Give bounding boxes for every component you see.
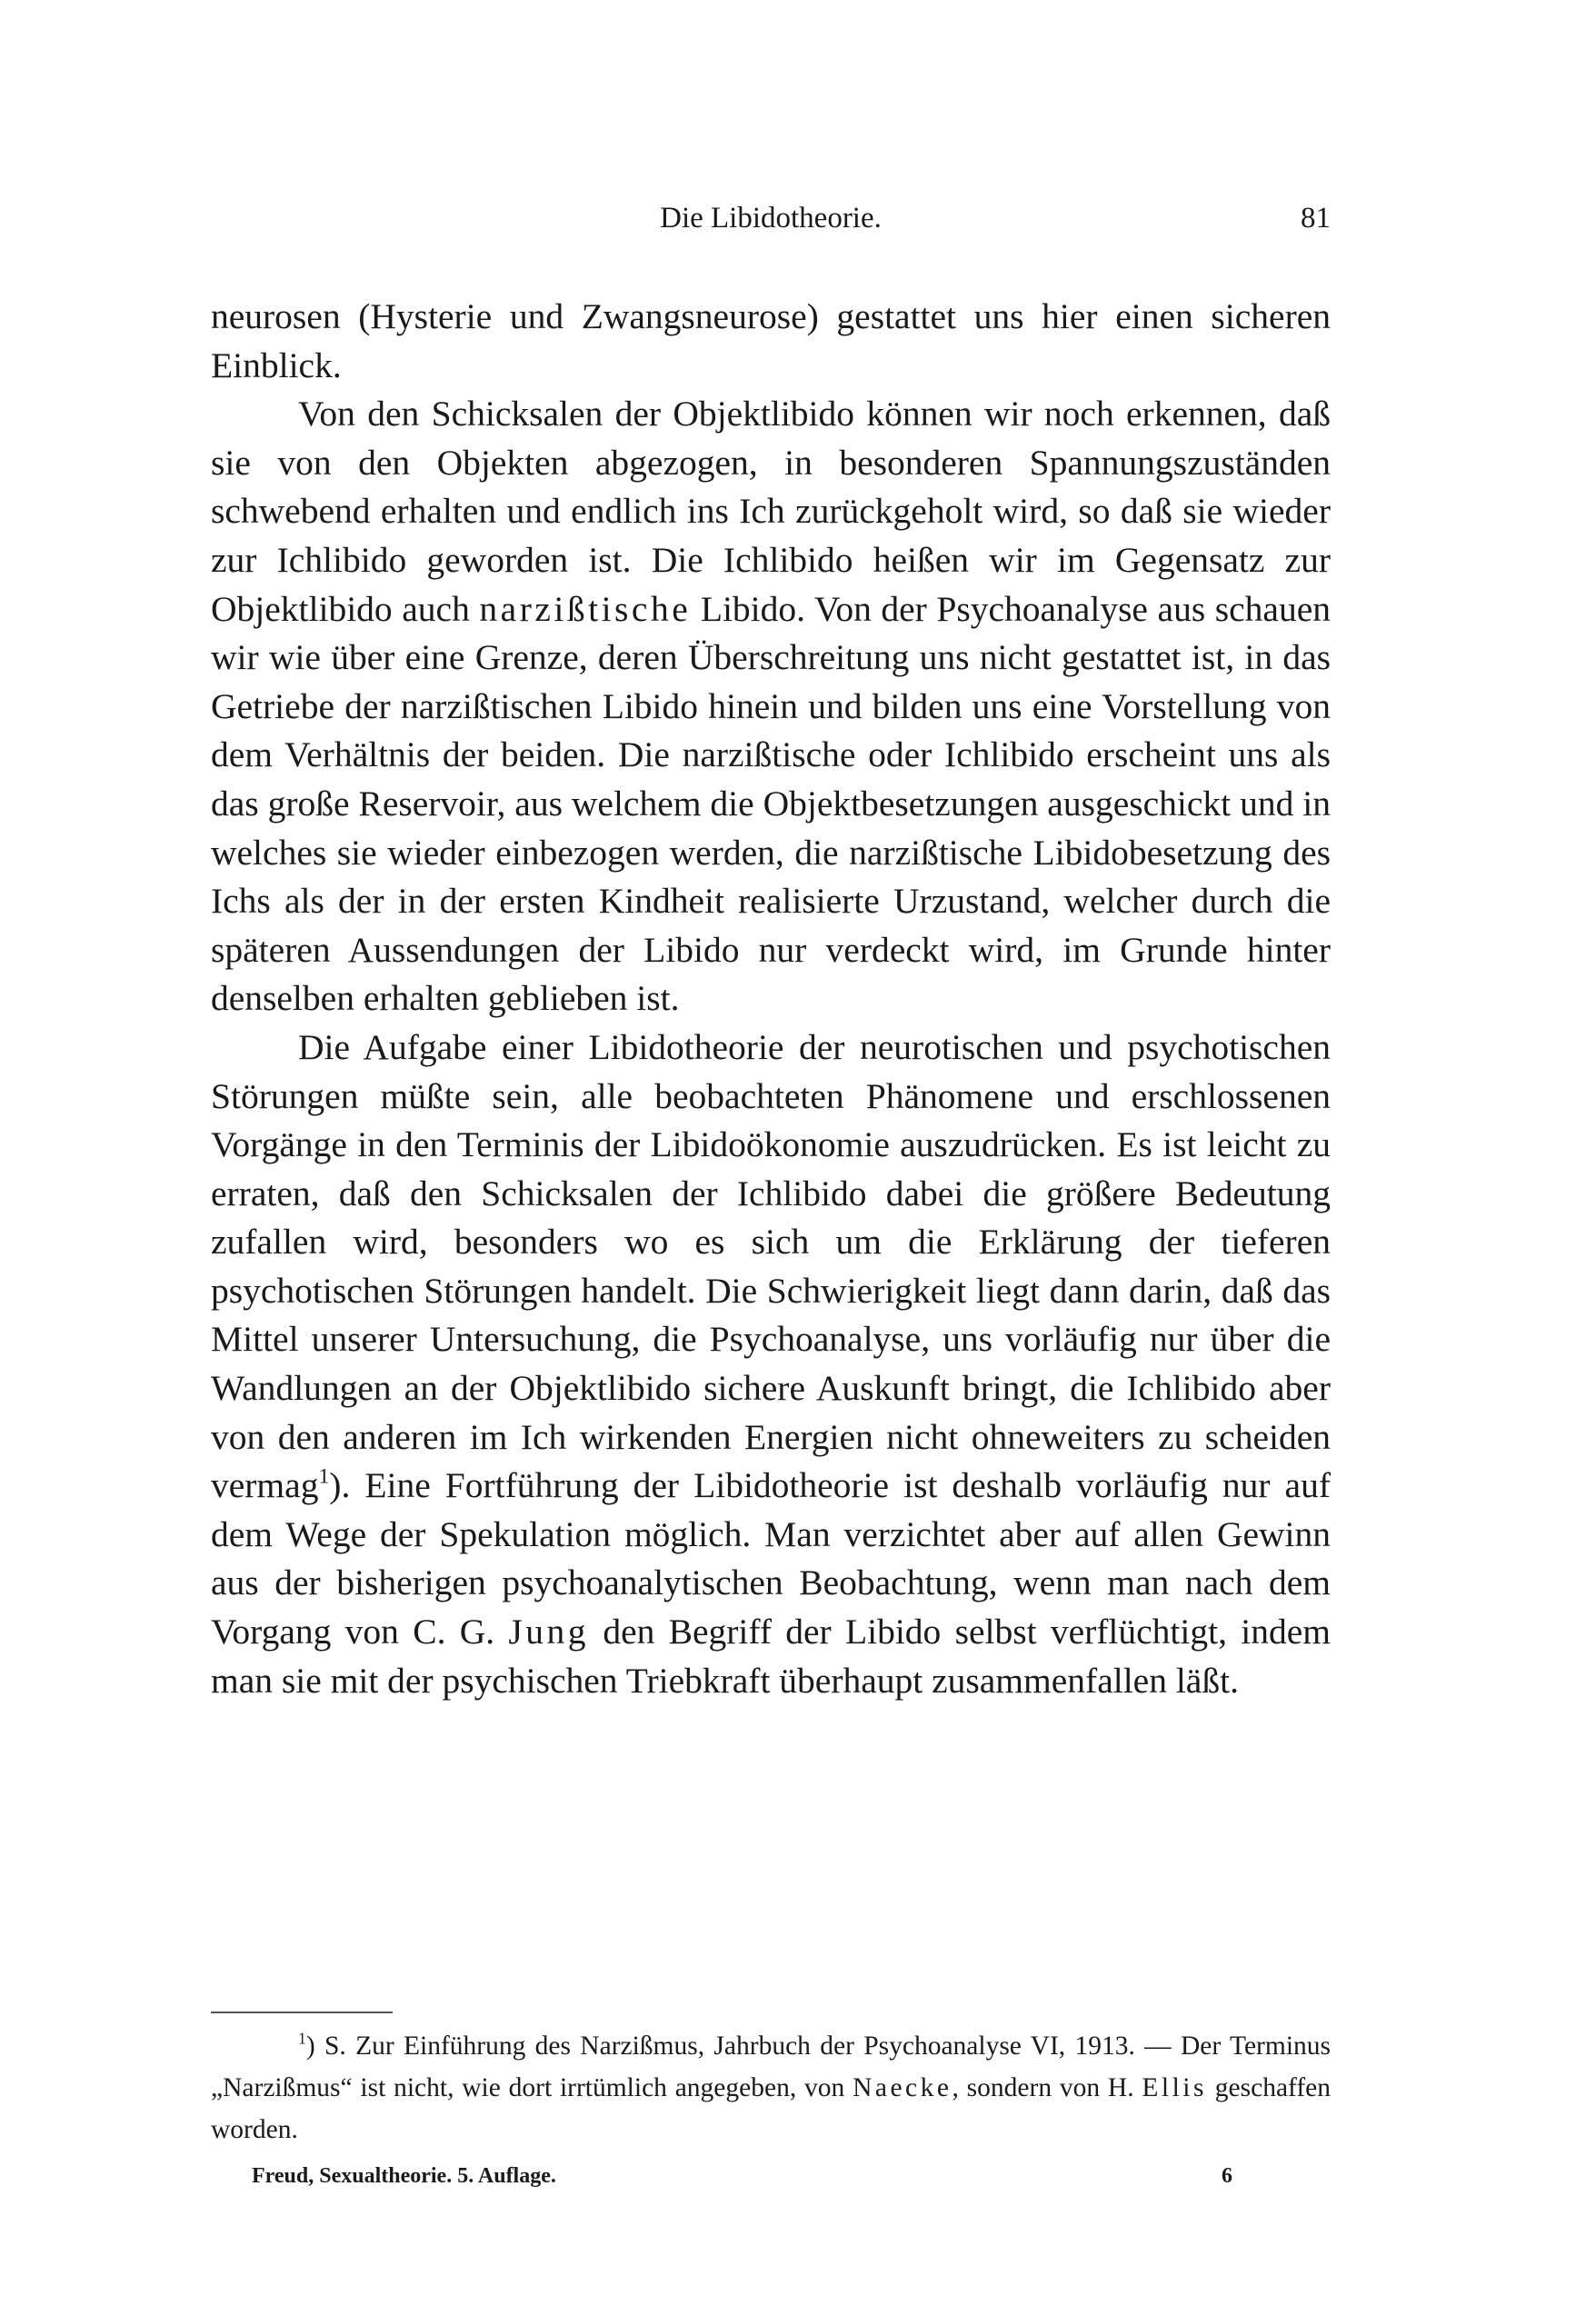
paragraph-2	[211, 390, 1331, 1023]
paragraph-3-part1: Die Aufgabe einer Libidotheorie der neurotischen und psychotischen Störungen müßte sein, alle beobachteten Phänomene und erschlossenen Vorgänge in den Terminis der Libidoökonomie auszudrücken. Es ist leicht zu erraten, daß den Schicksalen der Ichlibido dabei die größere Bedeutung zufallen wird, besonders wo es sich um die Erklärung der tieferen psychotischen Störungen handelt. Die Schwierigkeit liegt dann darin, daß das Mittel unserer Untersuchung, die Psychoanalyse, uns vorläufig nur über die Wandlungen an der Objektlibido sichere Auskunft bringt, die Ichlibido aber von den anderen im Ich wirkenden Energien nicht ohneweiters zu scheiden vermag	[211, 1026, 1331, 1506]
main-text	[211, 293, 1331, 1705]
page-number: 81	[1301, 202, 1331, 235]
spaced-term-narzisstische: narzißtische	[479, 588, 692, 629]
signature-number: 6	[1222, 2164, 1232, 2188]
footnote-1-part3: geschaffen worden.	[211, 2073, 1331, 2144]
footnote-reference[interactable]: 1	[318, 1464, 330, 1489]
paragraph-1-text: neurosen (Hysterie und Zwangsneurose) gestattet uns hier einen sicheren Einblick.	[211, 296, 1331, 385]
footnote-1	[211, 2025, 1331, 2151]
footnote-divider	[211, 2012, 393, 2013]
running-head	[211, 202, 1331, 253]
paragraph-3-part3: den Begriff der Libido selbst verflüchtigt, indem man sie mit der psychischen Triebkraft überhaupt zusammenfallen läßt.	[211, 1612, 1331, 1701]
footnotes	[211, 2025, 1331, 2151]
paragraph-2-part2: Libido. Von der Psychoanalyse aus schauen wir wie über eine Grenze, deren Überschreitung uns nicht gestattet ist, in das Getriebe der narzißtischen Libido hinein und bilden uns eine Vorstellung von dem Verhältnis der beiden. Die narzißtische oder Ichlibido erscheint uns als das große Reservoir, aus welchem die Objektbesetzungen ausgeschickt und in welches sie wieder einbezogen werden, die narzißtische Libidobesetzung des Ichs als der in der ersten Kindheit realisierte Urzustand, welcher durch die späteren Aussendungen der Libido nur verdeckt wird, im Grunde hinter denselben erhalten geblieben ist.	[211, 588, 1331, 1019]
paragraph-3	[211, 1023, 1331, 1705]
running-title: Die Libidotheorie.	[660, 202, 882, 235]
paragraph-1	[211, 293, 1331, 390]
footnote-1-part2: , sondern von H.	[952, 2073, 1134, 2102]
signature-title: Freud, Sexualtheorie. 5. Auflage.	[252, 2164, 556, 2188]
paragraph-2-part1: Von den Schicksalen der Objektlibido können wir noch erkennen, daß sie von den Objekten abgezogen, in besonderen Spannungszuständen schwebend erhalten und endlich ins Ich zurückgeholt wird, so daß sie wieder zur Ichlibido geworden ist. Die Ichlibido heißen wir im Gegensatz zur Objektlibido auch	[211, 394, 1331, 629]
footnote-marker: 1	[298, 2029, 306, 2048]
spaced-name-naecke: Naecke	[853, 2073, 953, 2102]
footnote-1-part1: ) S. Zur Einführung des Narzißmus, Jahrbuch der Psychoanalyse VI, 1913. — Der Terminus „Narzißmus“ ist nicht, wie dort irrtümlich angegeben, von	[211, 2031, 1331, 2102]
spaced-name-jung: Jung	[508, 1612, 590, 1652]
signature-line	[211, 2164, 1331, 2197]
spaced-name-ellis: Ellis	[1142, 2073, 1207, 2102]
paragraph-3-part2: ). Eine Fortführung der Libidotheorie ist deshalb vorläufig nur auf dem Wege der Spekulation möglich. Man verzichtet aber auf allen Gewinn aus der bisherigen psychoanalytischen Beobachtung, wenn man nach dem Vorgang von C. G.	[211, 1465, 1331, 1652]
